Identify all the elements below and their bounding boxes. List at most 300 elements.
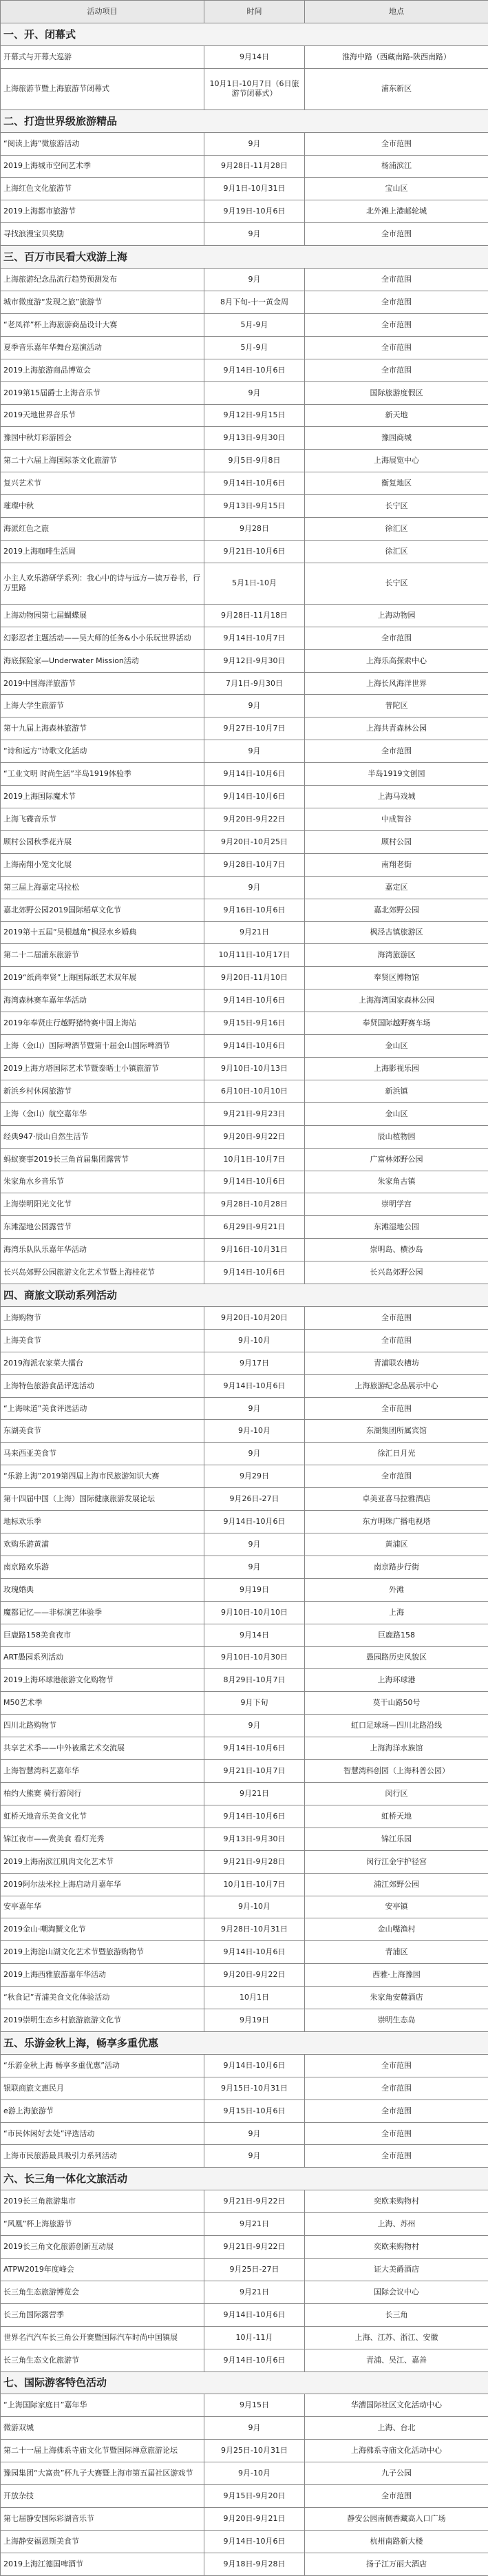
time-cell: 5月-9月	[204, 336, 305, 359]
table-row	[1, 853, 488, 876]
activity-cell: 城市微度游“发现之旅”旅游节	[1, 291, 204, 313]
time-cell: 9月12日-9月15日	[204, 404, 305, 427]
activity-cell: 小主人欢乐游研学系列：我心中的诗与远方—读万卷书，行万里路	[1, 563, 204, 604]
location-cell: 长宁区	[305, 495, 488, 518]
time-cell: 6月10日-10月10日	[204, 1080, 305, 1102]
table-row	[1, 2485, 488, 2508]
time-cell: 9月-10月	[204, 1896, 305, 1918]
activity-cell: 虹桥天地音乐美食文化节	[1, 1805, 204, 1828]
activity-cell: ATPW2019年度峰会	[1, 2259, 204, 2281]
time-cell: 9月10日-10月13日	[204, 1057, 305, 1080]
table-row	[1, 1261, 488, 1284]
location-cell: 东方明珠广播电视塔	[305, 1511, 488, 1533]
section-header-row	[1, 23, 488, 45]
table-row	[1, 2462, 488, 2485]
location-cell: 上海展览中心	[305, 450, 488, 472]
time-cell: 9月14日-10月6日	[204, 2054, 305, 2077]
activity-cell: 欢购乐游黄浦	[1, 1533, 204, 1556]
table-row	[1, 2303, 488, 2326]
table-row	[1, 1533, 488, 1556]
location-cell: 锦江乐园	[305, 1828, 488, 1850]
activity-cell: 长三角生态文化旅游节	[1, 2349, 204, 2371]
time-cell: 5月-9月	[204, 313, 305, 336]
table-row	[1, 1057, 488, 1080]
section-header-row	[1, 109, 488, 132]
location-cell: 全市范围	[305, 2122, 488, 2145]
location-cell: 外滩	[305, 1578, 488, 1601]
activity-cell: 四川北路购物节	[1, 1715, 204, 1737]
table-row	[1, 2259, 488, 2281]
time-cell: 9月21日	[204, 1782, 305, 1805]
location-cell: 辰山植物园	[305, 1125, 488, 1148]
table-row	[1, 1873, 488, 1896]
time-cell: 5月1日-10月	[204, 563, 305, 604]
activity-cell: 玫瑰婚典	[1, 1578, 204, 1601]
location-cell: 奕欧来购物村	[305, 2190, 488, 2213]
table-row	[1, 2507, 488, 2530]
location-cell: 上海马戏城	[305, 786, 488, 808]
location-cell: 全市范围	[305, 2077, 488, 2099]
activity-cell: 第十四届中国（上海）国际健康旅游发展论坛	[1, 1488, 204, 1511]
table-row	[1, 132, 488, 155]
activity-cell: 朱家角水乡音乐节	[1, 1171, 204, 1193]
table-row	[1, 1556, 488, 1578]
section-title: 五、乐游金秋上海，畅享多重优惠	[1, 2031, 488, 2054]
time-cell: 9月14日-10月6日	[204, 1511, 305, 1533]
table-row	[1, 786, 488, 808]
location-cell: 南翔老街	[305, 853, 488, 876]
table-row	[1, 944, 488, 967]
table-row	[1, 876, 488, 899]
activity-cell: 东湖美食节	[1, 1420, 204, 1443]
location-cell: 上海、苏州	[305, 2213, 488, 2236]
table-row	[1, 1715, 488, 1737]
activity-cell: 上海智慧湾科艺嘉年华	[1, 1760, 204, 1783]
time-cell: 9月14日-10月6日	[204, 472, 305, 495]
time-cell: 9月21日	[204, 2213, 305, 2236]
location-cell: 静安公园南侧香藏高入口广场	[305, 2507, 488, 2530]
table-row	[1, 1035, 488, 1058]
table-row	[1, 2213, 488, 2236]
table-row	[1, 1420, 488, 1443]
time-cell: 10月1日-10月7日	[204, 1873, 305, 1896]
activity-cell: 豫园集团“大富贵”杯九子大赛暨上海市第五届社区游戏节	[1, 2462, 204, 2485]
activity-cell: 上海动物园第七届蝴蝶展	[1, 604, 204, 627]
location-cell: 卓美亚喜马拉雅酒店	[305, 1488, 488, 1511]
location-cell: 豫园商城	[305, 427, 488, 450]
activity-cell: “上海味道”美食评选活动	[1, 1397, 204, 1420]
time-cell: 9月15日-9月16日	[204, 1012, 305, 1035]
location-cell: 淮海中路（西藏南路-陕西南路）	[305, 45, 488, 68]
location-cell: 全市范围	[305, 1329, 488, 1352]
time-cell: 10月11日-10月17日	[204, 944, 305, 967]
table-row	[1, 1080, 488, 1102]
table-row	[1, 45, 488, 68]
section-header-row	[1, 1284, 488, 1307]
time-cell: 9月21日	[204, 2281, 305, 2303]
location-cell: 金山嘴渔村	[305, 1918, 488, 1941]
time-cell: 9月20日-10月20日	[204, 1306, 305, 1329]
table-row	[1, 1125, 488, 1148]
table-row	[1, 695, 488, 718]
activity-cell: 幻影忍者主题活动——吴大师的任务&小小乐玩世界活动	[1, 627, 204, 649]
time-cell: 9月20日-10月25日	[204, 830, 305, 853]
time-cell: 9月-10月	[204, 1329, 305, 1352]
time-cell: 9月16日-10月31日	[204, 1239, 305, 1261]
time-cell: 8月29日-10月7日	[204, 1669, 305, 1692]
table-row	[1, 1987, 488, 2009]
activity-cell: “工业文明 时尚生活”半岛1919体验季	[1, 763, 204, 786]
time-cell: 9月27日-10月7日	[204, 718, 305, 740]
location-cell: 奕欧来购物村	[305, 2236, 488, 2259]
time-cell: 6月29日-9月21日	[204, 1216, 305, 1239]
time-cell: 9月	[204, 1533, 305, 1556]
table-row	[1, 2145, 488, 2168]
table-row	[1, 336, 488, 359]
activity-cell: 2019上海南滨江肌肉文化艺术节	[1, 1850, 204, 1873]
table-row	[1, 1193, 488, 1216]
table-row	[1, 1012, 488, 1035]
activity-cell: 海湾乐队队乐嘉年华活动	[1, 1239, 204, 1261]
table-row	[1, 1692, 488, 1715]
table-row	[1, 1918, 488, 1941]
location-cell: 奉贤国际越野赛车场	[305, 1012, 488, 1035]
time-cell: 9月20日-9月22日	[204, 1964, 305, 1987]
location-cell: 中成智谷	[305, 808, 488, 831]
activity-cell: 2019上海咖啡生活周	[1, 540, 204, 563]
activity-cell: “乐游上海”2019第四届上海市民旅游知识大赛	[1, 1465, 204, 1488]
location-cell: 嘉定区	[305, 876, 488, 899]
time-cell: 9月10日-10月30日	[204, 1646, 305, 1669]
location-cell: 九子公园	[305, 2462, 488, 2485]
location-cell: 扬子江万丽大酒店	[305, 2553, 488, 2575]
table-row	[1, 1148, 488, 1171]
time-cell: 9月28日-11月28日	[204, 155, 305, 178]
activity-cell: “老凤祥”杯上海旅游商品设计大赛	[1, 313, 204, 336]
location-cell: 全市范围	[305, 336, 488, 359]
activity-cell: 第三届上海嘉定马拉松	[1, 876, 204, 899]
table-row	[1, 740, 488, 763]
table-row	[1, 1805, 488, 1828]
time-cell: 10月1日-10月7日（6日旅游节闭幕式）	[204, 68, 305, 109]
time-cell: 9月	[204, 1397, 305, 1420]
table-row	[1, 1216, 488, 1239]
table-row	[1, 718, 488, 740]
table-row	[1, 1964, 488, 1987]
activity-cell: 马来西亚美食节	[1, 1443, 204, 1465]
location-cell: 上海、江苏、浙江、安徽	[305, 2326, 488, 2349]
section-title: 六、长三角一体化文旅活动	[1, 2168, 488, 2190]
table-row	[1, 627, 488, 649]
time-cell: 9月28日-10月28日	[204, 1193, 305, 1216]
location-cell: 长三角	[305, 2303, 488, 2326]
time-cell: 8月下旬-十一黄金周	[204, 291, 305, 313]
location-cell: 杭州南路新大楼	[305, 2530, 488, 2553]
location-cell: 奉贤区博物馆	[305, 967, 488, 989]
location-cell: 徐汇日月光	[305, 1443, 488, 1465]
section-header-row	[1, 2168, 488, 2190]
time-cell: 9月15日-10月6日	[204, 2099, 305, 2122]
table-row	[1, 1624, 488, 1646]
activity-cell: 2019第15届爵士上海音乐节	[1, 381, 204, 404]
time-cell: 9月17日	[204, 1352, 305, 1374]
table-row	[1, 359, 488, 381]
location-cell: 国际会议中心	[305, 2281, 488, 2303]
time-cell: 9月25日-10月31日	[204, 2440, 305, 2462]
table-row	[1, 1941, 488, 1964]
activity-cell: “阅读上海”微旅游活动	[1, 132, 204, 155]
time-cell: 9月14日-10月6日	[204, 1374, 305, 1397]
section-header-row	[1, 2371, 488, 2394]
time-cell: 9月	[204, 2145, 305, 2168]
table-row	[1, 1737, 488, 1760]
table-row	[1, 967, 488, 989]
table-row	[1, 563, 488, 604]
time-cell: 9月14日-10月6日	[204, 1941, 305, 1964]
time-cell: 9月21日	[204, 921, 305, 944]
table-row	[1, 2553, 488, 2575]
activity-cell: 2019长三角文化旅游创新互动展	[1, 2236, 204, 2259]
table-row	[1, 2281, 488, 2303]
time-cell: 9月	[204, 2122, 305, 2145]
time-cell: 9月14日-10月7日	[204, 627, 305, 649]
time-cell: 9月28日-10月31日	[204, 1918, 305, 1941]
activity-cell: 上海旅游纪念品流行趋势预测发布	[1, 269, 204, 291]
location-cell: 闵行江金宇护径宫	[305, 1850, 488, 1873]
table-row	[1, 2326, 488, 2349]
location-cell: 青浦、吴江、嘉善	[305, 2349, 488, 2371]
time-cell: 7月1日-9月30日	[204, 672, 305, 695]
location-cell: 虹桥天地	[305, 1805, 488, 1828]
activity-cell: 上海购物节	[1, 1306, 204, 1329]
table-row	[1, 2417, 488, 2440]
table-row	[1, 989, 488, 1012]
activity-cell: “乐游金秋上海 畅享多重优惠”活动	[1, 2054, 204, 2077]
location-cell: 全市范围	[305, 269, 488, 291]
activity-cell: 安亭嘉年华	[1, 1896, 204, 1918]
time-cell: 9月	[204, 1715, 305, 1737]
activity-cell: 2019上海方塔国际艺术节暨泰晤士小镇旅游节	[1, 1057, 204, 1080]
location-cell: 上海共青森林公园	[305, 718, 488, 740]
table-row	[1, 291, 488, 313]
table-row	[1, 649, 488, 672]
location-cell: 莫干山路50号	[305, 1692, 488, 1715]
location-cell: 上海海湾国家森林公园	[305, 989, 488, 1012]
table-row	[1, 427, 488, 450]
table-row	[1, 1646, 488, 1669]
time-cell: 9月28日-10月7日	[204, 853, 305, 876]
time-cell: 9月28日	[204, 518, 305, 541]
location-cell: 东湖集团所属宾馆	[305, 1420, 488, 1443]
activity-cell: “上海国际家庭日”嘉年华	[1, 2394, 204, 2417]
time-cell: 9月26日-27日	[204, 1488, 305, 1511]
section-title: 二、打造世界级旅游精品	[1, 109, 488, 132]
location-cell: 杨浦滨江	[305, 155, 488, 178]
time-cell: 9月14日	[204, 1624, 305, 1646]
time-cell: 9月-10月	[204, 1420, 305, 1443]
table-row	[1, 1850, 488, 1873]
activity-cell: 第七届静安国际彩湖音乐节	[1, 2507, 204, 2530]
activity-cell: 长兴岛郊野公园旅游文化艺术节暨上海桂花节	[1, 1261, 204, 1284]
location-cell: 崇明生态岛	[305, 2009, 488, 2032]
time-cell: 9月14日-10月6日	[204, 1737, 305, 1760]
time-cell: 9月12日-9月30日	[204, 649, 305, 672]
time-cell: 9月14日-10月6日	[204, 989, 305, 1012]
activity-cell: 魔都记忆——非标演艺体验季	[1, 1601, 204, 1624]
table-row	[1, 1306, 488, 1329]
activity-cell: 上海崇明阳光文化节	[1, 1193, 204, 1216]
time-cell: 9月14日-10月6日	[204, 1035, 305, 1058]
activity-cell: 上海旅游节暨上海旅游节闭幕式	[1, 68, 204, 109]
section-header-row	[1, 246, 488, 269]
activity-cell: “秋食记”青浦美食文化体验活动	[1, 1987, 204, 2009]
table-row	[1, 1171, 488, 1193]
table-row	[1, 2236, 488, 2259]
location-cell: 虹口足球场—四川北路沿线	[305, 1715, 488, 1737]
section-title: 七、国际游客特色活动	[1, 2371, 488, 2394]
location-cell: 上海	[305, 1601, 488, 1624]
table-row	[1, 899, 488, 921]
activity-cell: 寻找浪漫宝贝奖励	[1, 223, 204, 246]
activity-cell: 上海特色旅游食品评选活动	[1, 1374, 204, 1397]
location-cell: 金山区	[305, 1035, 488, 1058]
table-row	[1, 672, 488, 695]
activity-cell: 2019上海西雅旅游嘉年华活动	[1, 1964, 204, 1987]
section-header-row	[1, 2031, 488, 2054]
time-cell: 9月下旬	[204, 1692, 305, 1715]
time-cell: 9月28日-11月18日	[204, 604, 305, 627]
activity-cell: 海湾森林赛车嘉年华活动	[1, 989, 204, 1012]
table-row	[1, 1782, 488, 1805]
table-row	[1, 518, 488, 541]
activity-cell: 顾村公园秋季花卉展	[1, 830, 204, 853]
table-row	[1, 830, 488, 853]
table-row	[1, 1669, 488, 1692]
section-title: 一、开、闭幕式	[1, 23, 488, 45]
time-cell: 9月14日-10月6日	[204, 1171, 305, 1193]
header-location: 地点	[305, 1, 488, 23]
table-row	[1, 1102, 488, 1125]
activity-cell: 复兴艺术节	[1, 472, 204, 495]
activity-cell: “风凰”杯上海旅游节	[1, 2213, 204, 2236]
table-row	[1, 1465, 488, 1488]
location-cell: 上海乐高探索中心	[305, 649, 488, 672]
header-activity: 活动项目	[1, 1, 204, 23]
location-cell: 上海佛系寺庙文化活动中心	[305, 2440, 488, 2462]
table-row	[1, 2054, 488, 2077]
activity-cell: 柏约大熊赛 骑行游闵行	[1, 1782, 204, 1805]
location-cell: 安亭镇	[305, 1896, 488, 1918]
table-row	[1, 1601, 488, 1624]
activity-cell: 2019上海淀山湖文化艺术节暨旅游购物节	[1, 1941, 204, 1964]
activity-cell: 第二十一届上海佛系寺庙文化节暨国际禅意旅游论坛	[1, 2440, 204, 2462]
time-cell: 9月	[204, 381, 305, 404]
location-cell: 全市范围	[305, 2485, 488, 2508]
table-row	[1, 68, 488, 109]
location-cell: 顾村公园	[305, 830, 488, 853]
location-cell: 全市范围	[305, 132, 488, 155]
table-row	[1, 2349, 488, 2371]
time-cell: 9月13日-9月15日	[204, 495, 305, 518]
table-row	[1, 2190, 488, 2213]
location-cell: 上海、台北	[305, 2417, 488, 2440]
location-cell: 上海长风海洋世界	[305, 672, 488, 695]
activity-cell: 2019海派农家菜大擂台	[1, 1352, 204, 1374]
time-cell: 9月20日-9月22日	[204, 808, 305, 831]
time-cell: 9月21日-9月28日	[204, 1850, 305, 1873]
location-cell: 全市范围	[305, 1306, 488, 1329]
time-cell: 9月20日-9月22日	[204, 1125, 305, 1148]
activity-cell: 2019崇明生态乡村旅游旅游文化节	[1, 2009, 204, 2032]
location-cell: 新浜镇	[305, 1080, 488, 1102]
time-cell: 9月20日-11月10日	[204, 967, 305, 989]
table-row	[1, 2077, 488, 2099]
location-cell: 新天地	[305, 404, 488, 427]
table-row	[1, 2009, 488, 2032]
time-cell: 9月14日-10月6日	[204, 2303, 305, 2326]
time-cell: 9月14日-10月6日	[204, 359, 305, 381]
location-cell: 朱家角安麓酒店	[305, 1987, 488, 2009]
location-cell: 巨鹿路158	[305, 1624, 488, 1646]
table-row	[1, 450, 488, 472]
activity-cell: e游上海旅游节	[1, 2099, 204, 2122]
location-cell: 广富林郊野公园	[305, 1148, 488, 1171]
table-row	[1, 200, 488, 223]
activity-cell: 2019上海国际魔术节	[1, 786, 204, 808]
location-cell: 黄浦区	[305, 1533, 488, 1556]
activity-cell: 2019长三角旅游集市	[1, 2190, 204, 2213]
activity-cell: 2019中国海洋旅游节	[1, 672, 204, 695]
activity-cell: 第十九届上海森林旅游节	[1, 718, 204, 740]
time-cell: 10月1日	[204, 1987, 305, 2009]
table-row	[1, 2440, 488, 2462]
activity-cell: 2019上海环球港旅游文化购物节	[1, 1669, 204, 1692]
location-cell: 上海旅游纪念品展示中心	[305, 1374, 488, 1397]
activity-cell: 银联商旅文惠民月	[1, 2077, 204, 2099]
table-row	[1, 472, 488, 495]
time-cell: 9月19日-10月6日	[204, 200, 305, 223]
table-row	[1, 269, 488, 291]
activity-cell: 嘉北郊野公园2019国际稻草文化节	[1, 899, 204, 921]
time-cell: 9月21日-10月7日	[204, 1760, 305, 1783]
time-cell: 9月	[204, 695, 305, 718]
header-time: 时间	[204, 1, 305, 23]
time-cell: 9月14日-10月6日	[204, 1805, 305, 1828]
time-cell: 9月15日-9月20日	[204, 2485, 305, 2508]
activity-cell: 开幕式与开幕大巡游	[1, 45, 204, 68]
location-cell: 上海影视乐园	[305, 1057, 488, 1080]
activity-cell: 海派红色之旅	[1, 518, 204, 541]
time-cell: 9月1日-10月31日	[204, 178, 305, 200]
time-cell: 9月19日	[204, 1578, 305, 1601]
activity-cell: 锦江夜市——赏美食 看灯光秀	[1, 1828, 204, 1850]
location-cell: 徐汇区	[305, 540, 488, 563]
time-cell: 9月14日-10月6日	[204, 786, 305, 808]
activity-cell: 2019上海江德国啤酒节	[1, 2553, 204, 2575]
time-cell: 9月-10月	[204, 2462, 305, 2485]
activity-cell: 璀璨中秋	[1, 495, 204, 518]
time-cell: 9月21日-9月22日	[204, 2236, 305, 2259]
location-cell: 衡复地区	[305, 472, 488, 495]
activity-cell: 上海大学生旅游节	[1, 695, 204, 718]
location-cell: 金山区	[305, 1102, 488, 1125]
location-cell: 青浦联农槽坊	[305, 1352, 488, 1374]
time-cell: 9月14日	[204, 45, 305, 68]
time-cell: 9月13日-9月30日	[204, 427, 305, 450]
activity-cell: 上海静安福恩斯美食节	[1, 2530, 204, 2553]
table-row	[1, 540, 488, 563]
table-row	[1, 1896, 488, 1918]
